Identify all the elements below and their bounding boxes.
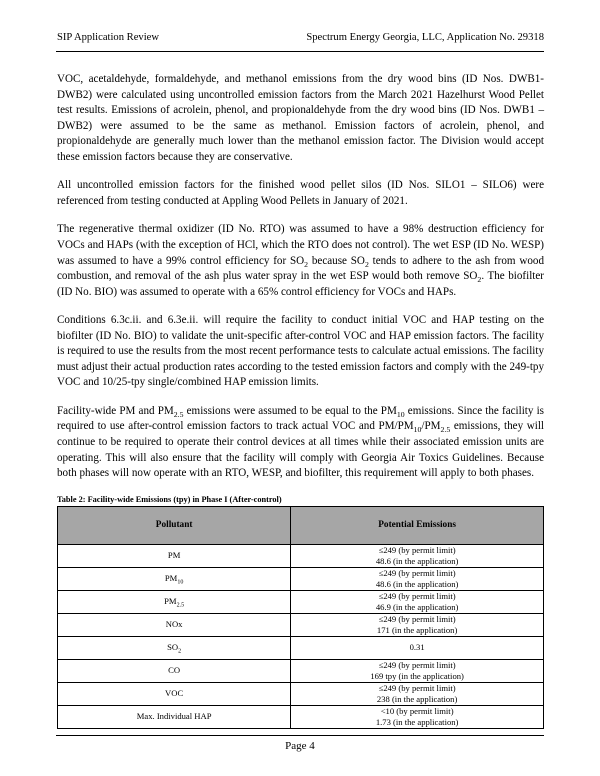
emission-value: 1.73 (in the application) (375, 716, 459, 727)
subscript-text: 10 (396, 410, 405, 420)
body-paragraph-5 (57, 404, 544, 482)
potential-emissions-cell (291, 705, 544, 728)
header-right: Spectrum Energy Georgia, LLC, Application No. 29318 (306, 32, 544, 43)
subscript-text: 10 (413, 425, 422, 435)
emission-value: 48.6 (in the application) (375, 555, 459, 566)
emission-value: ≤249 (by permit limit) (378, 683, 456, 694)
text-run: PM (167, 550, 181, 561)
emission-value: ≤249 (by permit limit) (378, 545, 456, 556)
text-run: NOx (165, 619, 183, 630)
text-run: tends to adhere to the ash from wood combustion, and removal of the ash plus water spray in the wet ESP would both remove SO (57, 254, 544, 283)
pollutant-cell (58, 682, 291, 705)
column-header-potential-emissions: Potential Emissions (291, 506, 544, 544)
subscript-text: 2 (304, 259, 309, 269)
subscript-text: 2.5 (173, 410, 184, 420)
table-row (58, 636, 544, 659)
header-divider (56, 51, 544, 52)
text-run: because SO (308, 254, 365, 267)
pollutant-cell (58, 705, 291, 728)
table-row (58, 544, 544, 567)
text-run: emissions. Since the facility is required to use after-control emission factors to track actual VOC and PM/PM (57, 404, 545, 433)
text-run: All uncontrolled emission factors for the finished wood pellet silos (ID Nos. SILO1 – SILO6) were referenced from testing conducted at Appling Wood Pellets in January of 2021. (57, 179, 544, 207)
text-run: PM (164, 596, 177, 607)
text-run: CO (168, 665, 181, 676)
emission-value: 46.9 (in the application) (375, 601, 459, 612)
text-run: VOC, acetaldehyde, formaldehyde, and methanol emissions from the dry wood bins (ID Nos. DWB1-DWB2) were calculated using uncontrolled emission factors from the March 2021 Hazelhurst Wood Pellet test results. Emissions of acrolein, phenol, and propionaldehyde from the dry wood bins (ID Nos. DWB1 – DWB2) were assumed to be the same as methanol. Emission factors of acrolein, phenol, and propionaldehyde are generally much lower than the methanol emission factor. The Division would accept these emission factors because they are conservative. (57, 73, 544, 163)
page-number: Page 4 (285, 740, 315, 752)
emission-value: <10 (by permit limit) (380, 706, 454, 717)
body-paragraph-1 (57, 72, 544, 166)
text-run: VOC (165, 688, 184, 699)
emission-value: ≤249 (by permit limit) (378, 591, 456, 602)
text-run: emissions were assumed to be equal to the PM (183, 404, 397, 417)
subscript-text: 10 (177, 580, 184, 587)
footer-divider (56, 735, 544, 736)
pollutant-cell (58, 567, 291, 590)
text-run: /PM (421, 420, 441, 433)
document-body (57, 72, 544, 729)
pollutant-cell (58, 544, 291, 567)
pollutant-cell (58, 613, 291, 636)
potential-emissions-cell (291, 544, 544, 567)
text-run: The regenerative thermal oxidizer (ID No. RTO) was assumed to have a 98% destruction efficiency for VOCs and HAPs (with the exception of HCl, which the RTO does not control). The wet ESP (ID No. WESP) was assumed to have a 99% control efficiency for SO (57, 223, 544, 267)
emission-value: 169 tpy (in the application) (370, 670, 464, 681)
emissions-table (57, 506, 544, 729)
potential-emissions-cell (291, 590, 544, 613)
potential-emissions-cell (291, 659, 544, 682)
emission-value: 48.6 (in the application) (375, 578, 459, 589)
table-body (58, 544, 544, 728)
table-row (58, 567, 544, 590)
subscript-text: 2 (364, 259, 369, 269)
subscript-text: 2 (178, 649, 182, 656)
emission-value: 171 (in the application) (376, 624, 458, 635)
table-row (58, 590, 544, 613)
emission-value: ≤249 (by permit limit) (378, 568, 456, 579)
text-run: Conditions 6.3c.ii. and 6.3e.ii. will require the facility to conduct initial VOC and HAP testing on the biofilter (ID No. BIO) to validate the unit-specific after-control VOC and HAP emission factors. The facility is required to use the results from the most recent performance tests to calculate actual emissions. The facility must adjust their actual production rates according to the tested emission factors and comply with the 249-tpy VOC and 10/25-tpy single/combined HAP emission limits. (57, 314, 544, 389)
pollutant-cell (58, 659, 291, 682)
paragraph-list (57, 72, 544, 482)
table-header-row (58, 506, 544, 544)
text-run: Facility-wide PM and PM (57, 404, 174, 417)
pollutant-cell (58, 590, 291, 613)
body-paragraph-3 (57, 222, 544, 300)
subscript-text: 2 (477, 275, 482, 285)
emission-value: 0.31 (409, 642, 425, 653)
table-row (58, 659, 544, 682)
potential-emissions-cell (291, 682, 544, 705)
text-run: . The biofilter (ID No. BIO) was assumed to operate with a 65% control efficiency for VOCs and HAPs. (57, 270, 544, 298)
pollutant-cell (58, 636, 291, 659)
potential-emissions-cell (291, 613, 544, 636)
body-paragraph-4 (57, 313, 544, 391)
subscript-text: 2.5 (176, 603, 185, 610)
text-run: emissions, they will continue to be required to operate their control devices at all times while their associated emission units are operating. This will also ensure that the facility will comply with Georgia Air Toxics Guidelines. Because both phases will now operate with an RTO, WESP, and biofilter, this requirement will apply to both phases. (57, 420, 545, 480)
emission-value: ≤249 (by permit limit) (378, 660, 456, 671)
table-row (58, 613, 544, 636)
table-row (58, 682, 544, 705)
text-run: PM (164, 573, 178, 584)
emission-value: ≤249 (by permit limit) (378, 614, 456, 625)
page-header (57, 32, 544, 43)
emission-value: 238 (in the application) (376, 693, 458, 704)
header-left: SIP Application Review (57, 32, 160, 43)
potential-emissions-cell (291, 636, 544, 659)
column-header-pollutant: Pollutant (58, 506, 291, 544)
text-run: Max. Individual HAP (136, 711, 212, 722)
table-caption: Table 2: Facility-wide Emissions (tpy) in Phase I (After-control) (57, 494, 282, 504)
subscript-text: 2.5 (440, 425, 451, 435)
potential-emissions-cell (291, 567, 544, 590)
body-paragraph-2 (57, 178, 544, 209)
text-run: SO (167, 642, 179, 653)
table-row (58, 705, 544, 728)
